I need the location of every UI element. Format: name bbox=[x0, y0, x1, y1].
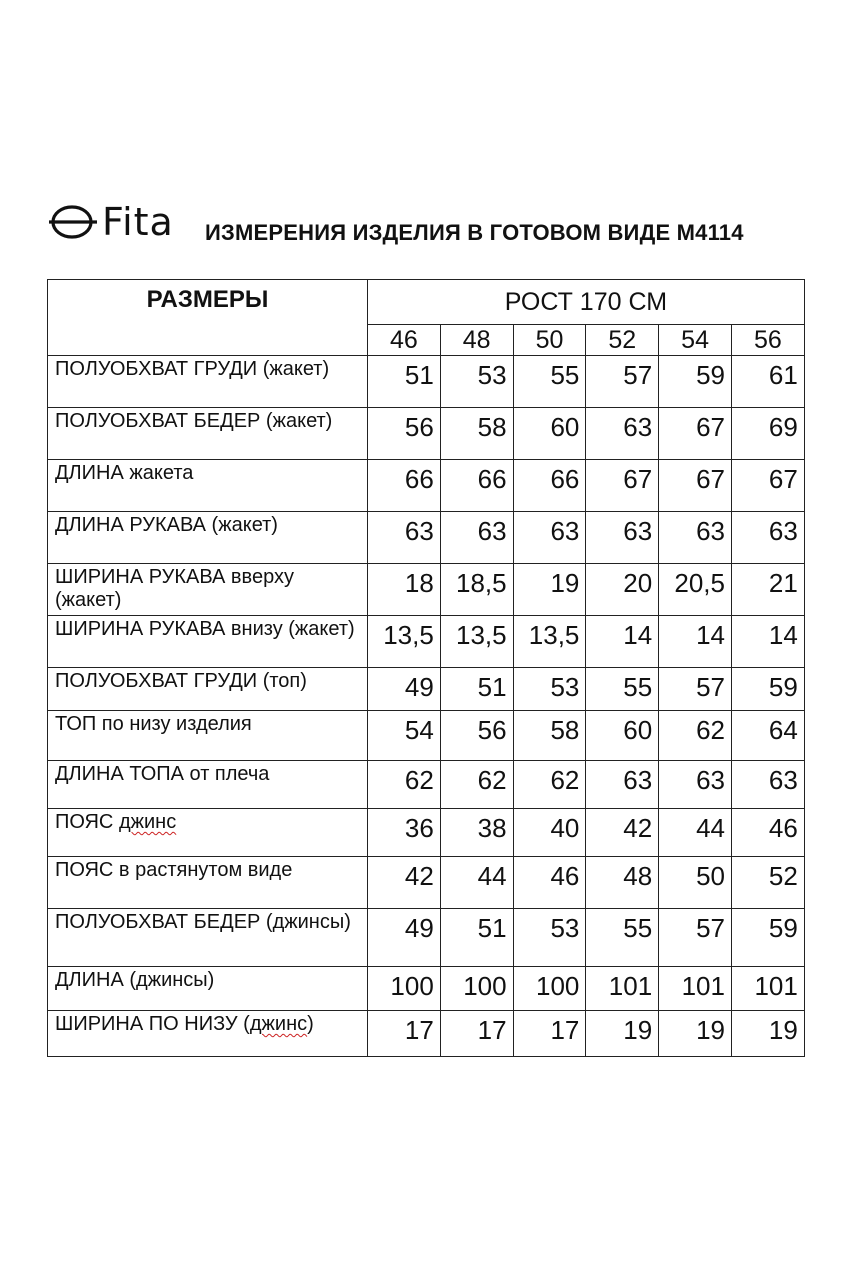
value-cell: 50 bbox=[659, 857, 732, 909]
value-cell: 42 bbox=[586, 809, 659, 857]
table-row bbox=[48, 857, 805, 909]
row-label: ДЛИНА (джинсы) bbox=[48, 967, 368, 1011]
height-header: РОСТ 170 СМ bbox=[368, 280, 805, 325]
size-cell: 52 bbox=[586, 325, 659, 356]
value-cell: 63 bbox=[731, 512, 804, 564]
value-cell: 66 bbox=[513, 460, 586, 512]
value-cell: 62 bbox=[440, 761, 513, 809]
value-cell: 100 bbox=[368, 967, 441, 1011]
table-row bbox=[48, 356, 805, 408]
value-cell: 63 bbox=[586, 512, 659, 564]
value-cell: 51 bbox=[440, 668, 513, 711]
value-cell: 49 bbox=[368, 909, 441, 967]
value-cell: 101 bbox=[731, 967, 804, 1011]
value-cell: 101 bbox=[586, 967, 659, 1011]
value-cell: 46 bbox=[513, 857, 586, 909]
value-cell: 46 bbox=[731, 809, 804, 857]
value-cell: 18 bbox=[368, 564, 441, 616]
value-cell: 63 bbox=[659, 512, 732, 564]
brand-logo bbox=[48, 202, 174, 242]
value-cell: 66 bbox=[440, 460, 513, 512]
value-cell: 13,5 bbox=[440, 616, 513, 668]
value-cell: 19 bbox=[659, 1011, 732, 1057]
table-row bbox=[48, 761, 805, 809]
table-row bbox=[48, 668, 805, 711]
value-cell: 17 bbox=[440, 1011, 513, 1057]
row-label: ПОЛУОБХВАТ ГРУДИ (топ) bbox=[48, 668, 368, 711]
value-cell: 51 bbox=[368, 356, 441, 408]
value-cell: 69 bbox=[731, 408, 804, 460]
spellcheck-marked-word: джинс bbox=[249, 1013, 308, 1035]
value-cell: 54 bbox=[368, 711, 441, 761]
value-cell: 53 bbox=[440, 356, 513, 408]
value-cell: 17 bbox=[513, 1011, 586, 1057]
value-cell: 100 bbox=[513, 967, 586, 1011]
row-label: ПОЯС в растянутом виде bbox=[48, 857, 368, 909]
value-cell: 51 bbox=[440, 909, 513, 967]
value-cell: 66 bbox=[368, 460, 441, 512]
value-cell: 61 bbox=[731, 356, 804, 408]
row-label: ШИРИНА РУКАВА внизу (жакет) bbox=[48, 616, 368, 668]
value-cell: 59 bbox=[731, 909, 804, 967]
value-cell: 63 bbox=[368, 512, 441, 564]
value-cell: 56 bbox=[440, 711, 513, 761]
table-row bbox=[48, 711, 805, 761]
value-cell: 14 bbox=[586, 616, 659, 668]
spellcheck-marked-word: джинс bbox=[118, 811, 177, 833]
value-cell: 62 bbox=[368, 761, 441, 809]
value-cell: 40 bbox=[513, 809, 586, 857]
value-cell: 62 bbox=[513, 761, 586, 809]
row-label: ДЛИНА жакета bbox=[48, 460, 368, 512]
value-cell: 13,5 bbox=[513, 616, 586, 668]
size-chart-table bbox=[47, 279, 805, 1057]
table-row bbox=[48, 512, 805, 564]
value-cell: 19 bbox=[731, 1011, 804, 1057]
value-cell: 57 bbox=[659, 909, 732, 967]
fita-logo-icon bbox=[48, 202, 98, 242]
value-cell: 53 bbox=[513, 668, 586, 711]
value-cell: 52 bbox=[731, 857, 804, 909]
table-row bbox=[48, 1011, 805, 1057]
size-cell: 54 bbox=[659, 325, 732, 356]
row-label: ПОЛУОБХВАТ ГРУДИ (жакет) bbox=[48, 356, 368, 408]
label-part: ) bbox=[307, 1013, 314, 1035]
value-cell: 63 bbox=[659, 761, 732, 809]
value-cell: 42 bbox=[368, 857, 441, 909]
size-cell: 48 bbox=[440, 325, 513, 356]
value-cell: 62 bbox=[659, 711, 732, 761]
sizes-header: РАЗМЕРЫ bbox=[48, 280, 368, 356]
value-cell: 63 bbox=[731, 761, 804, 809]
value-cell: 63 bbox=[586, 408, 659, 460]
table-header-row bbox=[48, 280, 805, 325]
document-title: ИЗМЕРЕНИЯ ИЗДЕЛИЯ В ГОТОВОМ ВИДЕ М4114 bbox=[205, 220, 744, 245]
value-cell: 67 bbox=[586, 460, 659, 512]
value-cell: 14 bbox=[731, 616, 804, 668]
value-cell: 56 bbox=[368, 408, 441, 460]
row-label: ТОП по низу изделия bbox=[48, 711, 368, 761]
size-cell: 56 bbox=[731, 325, 804, 356]
value-cell: 63 bbox=[440, 512, 513, 564]
table-row bbox=[48, 460, 805, 512]
table-row bbox=[48, 809, 805, 857]
value-cell: 44 bbox=[440, 857, 513, 909]
label-part: ПОЯС bbox=[55, 811, 119, 833]
value-cell: 44 bbox=[659, 809, 732, 857]
value-cell: 60 bbox=[513, 408, 586, 460]
value-cell: 67 bbox=[659, 460, 732, 512]
value-cell: 55 bbox=[586, 909, 659, 967]
value-cell: 63 bbox=[513, 512, 586, 564]
document-header bbox=[48, 196, 828, 256]
value-cell: 101 bbox=[659, 967, 732, 1011]
row-label: ШИРИНА РУКАВА вверху (жакет) bbox=[48, 564, 368, 616]
value-cell: 19 bbox=[586, 1011, 659, 1057]
value-cell: 19 bbox=[513, 564, 586, 616]
table-row bbox=[48, 408, 805, 460]
value-cell: 53 bbox=[513, 909, 586, 967]
value-cell: 18,5 bbox=[440, 564, 513, 616]
value-cell: 58 bbox=[440, 408, 513, 460]
value-cell: 20,5 bbox=[659, 564, 732, 616]
value-cell: 14 bbox=[659, 616, 732, 668]
value-cell: 60 bbox=[586, 711, 659, 761]
value-cell: 67 bbox=[731, 460, 804, 512]
size-cell: 50 bbox=[513, 325, 586, 356]
value-cell: 67 bbox=[659, 408, 732, 460]
value-cell: 17 bbox=[368, 1011, 441, 1057]
label-part: ШИРИНА ПО НИЗУ ( bbox=[55, 1013, 250, 1035]
value-cell: 49 bbox=[368, 668, 441, 711]
value-cell: 59 bbox=[659, 356, 732, 408]
table-row bbox=[48, 909, 805, 967]
value-cell: 100 bbox=[440, 967, 513, 1011]
value-cell: 55 bbox=[513, 356, 586, 408]
value-cell: 36 bbox=[368, 809, 441, 857]
value-cell: 20 bbox=[586, 564, 659, 616]
row-label bbox=[48, 1011, 368, 1057]
value-cell: 13,5 bbox=[368, 616, 441, 668]
row-label: ДЛИНА РУКАВА (жакет) bbox=[48, 512, 368, 564]
value-cell: 58 bbox=[513, 711, 586, 761]
table-row bbox=[48, 616, 805, 668]
value-cell: 63 bbox=[586, 761, 659, 809]
value-cell: 59 bbox=[731, 668, 804, 711]
row-label: ДЛИНА ТОПА от плеча bbox=[48, 761, 368, 809]
row-label bbox=[48, 809, 368, 857]
value-cell: 38 bbox=[440, 809, 513, 857]
row-label: ПОЛУОБХВАТ БЕДЕР (жакет) bbox=[48, 408, 368, 460]
row-label: ПОЛУОБХВАТ БЕДЕР (джинсы) bbox=[48, 909, 368, 967]
value-cell: 64 bbox=[731, 711, 804, 761]
table-row bbox=[48, 564, 805, 616]
value-cell: 21 bbox=[731, 564, 804, 616]
value-cell: 57 bbox=[659, 668, 732, 711]
size-cell: 46 bbox=[368, 325, 441, 356]
brand-name: Fita bbox=[102, 200, 174, 244]
value-cell: 57 bbox=[586, 356, 659, 408]
value-cell: 55 bbox=[586, 668, 659, 711]
value-cell: 48 bbox=[586, 857, 659, 909]
table-row bbox=[48, 967, 805, 1011]
